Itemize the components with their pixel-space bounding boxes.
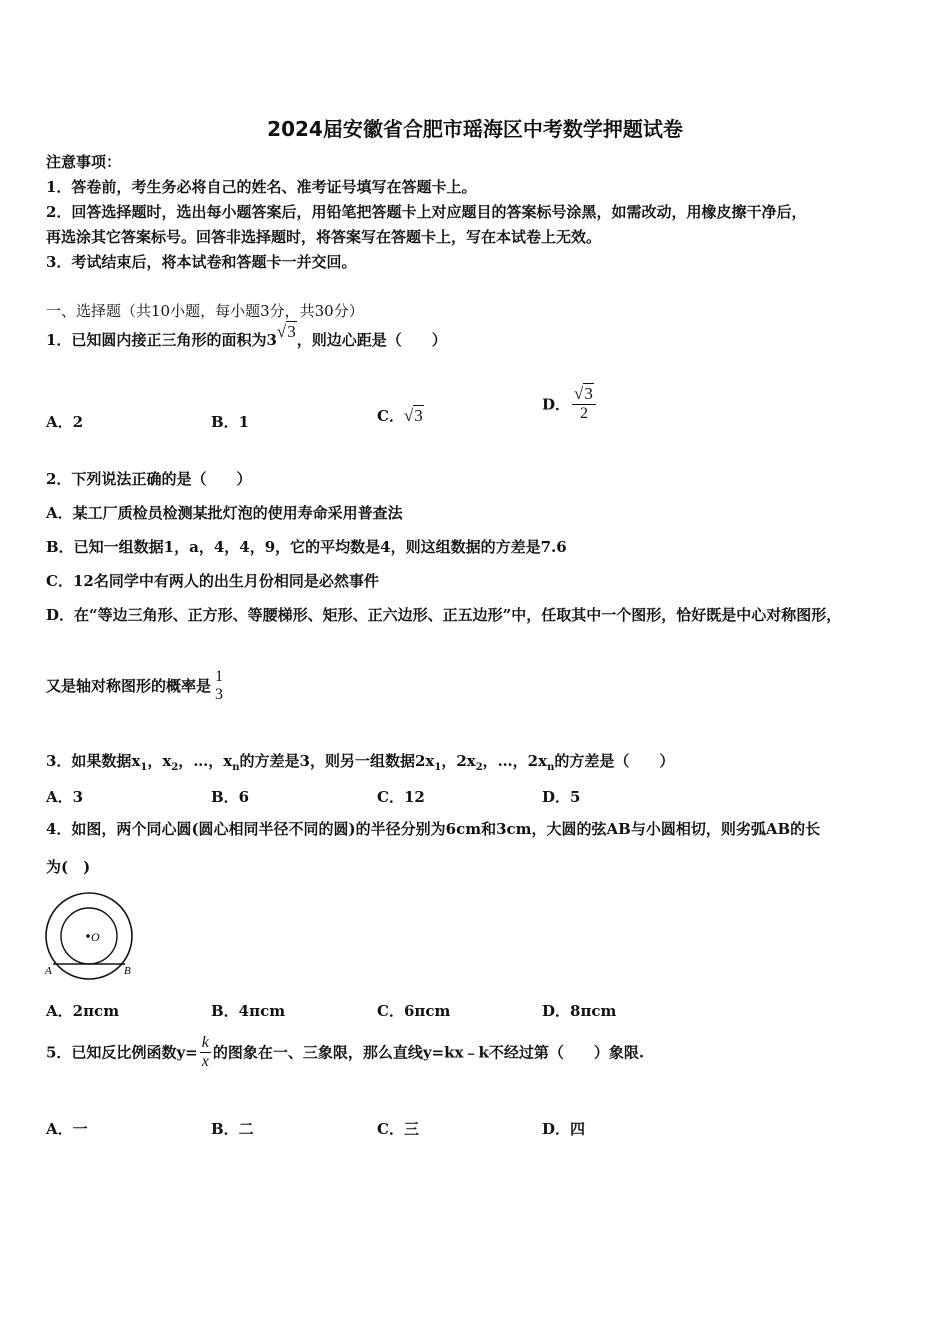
q5-option-a[interactable]: A．一 [46,1120,88,1138]
q1-option-b[interactable]: B．1 [211,413,250,431]
q1-option-a[interactable]: A．2 [46,413,84,431]
q4-option-a[interactable]: A．2πcm [46,1002,120,1020]
q1-option-c[interactable]: C．√3 [377,406,423,425]
q3-option-a[interactable]: A．3 [46,788,84,806]
notice-item: 再选涂其它答案标号。回答非选择题时，将答案写在答题卡上，写在本试卷上无效。 [46,228,602,246]
q2-option-c[interactable]: C．12名同学中有两人的出生月份相同是必然事件 [46,572,379,590]
q5-option-c[interactable]: C．三 [377,1120,419,1138]
q2-option-d-continued: 又是轴对称图形的概率是 1 3 [46,668,224,703]
concentric-circles-figure [40,890,140,982]
q4-option-b[interactable]: B．4πcm [211,1002,286,1020]
label-b: B [124,965,131,977]
question-3-stem: 3．如果数据$x_1$，$x_2$，…，$x_n$的方差是3，则另一组数据$2x_1$，$2x_2$，…，$2x_n$的方差是（ ） [46,752,675,773]
q2-option-a[interactable]: A．某工厂质检员检测某批灯泡的使用寿命采用普查法 [46,504,403,522]
q3-option-b[interactable]: B．6 [211,788,250,806]
q4-option-d[interactable]: D．8πcm [542,1002,617,1020]
question-1-stem: 1．已知圆内接正三角形的面积为3√3，则边心距是（ ） [46,322,447,349]
notice-item: 1．答卷前，考生务必将自己的姓名、准考证号填写在答题卡上。 [46,178,477,196]
notice-item: 2．回答选择题时，选出每小题答案后，用铅笔把答题卡上对应题目的答案标号涂黑，如需改动，用橡皮擦干净后， [46,203,807,221]
q1-option-d[interactable]: D． $\frac{√3}{2}$ [542,385,598,423]
question-5-stem: 5．已知反比例函数y= $\frac{k}{x}$ 的图象在一、三象限，那么直线y=kx﹣k不经过第（ ）象限. [46,1034,645,1070]
q2-option-b[interactable]: B．已知一组数据1，a，4，4，9，它的平均数是4，则这组数据的方差是7.6 [46,538,567,556]
q2-option-d[interactable]: D．在“等边三角形、正方形、等腰梯形、矩形、正六边形、正五边形”中，任取其中一个图形，恰好既是中心对称图形， [46,606,842,624]
label-a: A [45,965,52,977]
q3-option-d[interactable]: D．5 [542,788,581,806]
question-2-stem: 2．下列说法正确的是（ ） [46,470,252,488]
q5-option-b[interactable]: B．二 [211,1120,254,1138]
question-4-stem: 4．如图，两个同心圆(圆心相同半径不同的圆)的半径分别为6cm和3cm，大圆的弦AB与小圆相切，则劣弧AB的长 [46,820,821,838]
page-title: 2024届安徽省合肥市瑶海区中考数学押题试卷 [267,117,683,141]
q5-option-d[interactable]: D．四 [542,1120,586,1138]
sqrt-expr: √3 [276,322,296,341]
notice-item: 3．考试结束后，将本试卷和答题卡一并交回。 [46,253,357,271]
q3-option-c[interactable]: C．12 [377,788,425,806]
q4-option-c[interactable]: C．6πcm [377,1002,451,1020]
label-o: O [91,930,100,944]
question-4-stem-continued: 为( ) [46,858,91,876]
section-heading: 一、选择题（共10小题，每小题3分，共30分） [46,302,364,320]
notice-heading: 注意事项： [46,153,122,171]
center-point [86,934,90,938]
